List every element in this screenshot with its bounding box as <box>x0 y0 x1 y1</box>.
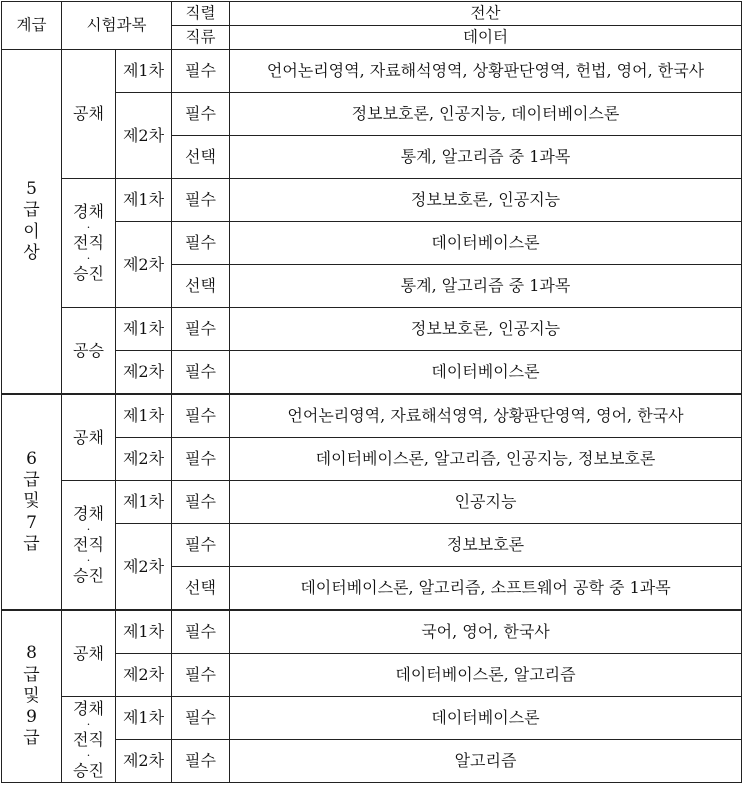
stage-cell: 제1차 <box>116 50 172 93</box>
subjects-cell: 데이터베이스론 <box>230 222 742 265</box>
exam-type-cell: 공채 <box>62 394 116 481</box>
table-row <box>2 697 742 740</box>
stage-cell: 제2차 <box>116 351 172 395</box>
type-cell: 필수 <box>172 179 230 222</box>
exam-type-cell: 경채 · 전직 · 승진 <box>62 179 116 308</box>
type-cell: 필수 <box>172 740 230 783</box>
subjects-cell: 데이터베이스론 <box>230 351 742 395</box>
grade-8-9-cell: 8 급 및 9 급 <box>2 610 62 783</box>
table-row <box>2 308 742 351</box>
stage-cell: 제1차 <box>116 394 172 438</box>
type-cell: 선택 <box>172 567 230 611</box>
table-row <box>2 394 742 438</box>
stage-cell: 제2차 <box>116 222 172 308</box>
class-value: 데이터 <box>230 26 742 50</box>
type-cell: 필수 <box>172 351 230 395</box>
subjects-cell: 국어, 영어, 한국사 <box>230 610 742 654</box>
table-row <box>2 50 742 93</box>
stage-cell: 제1차 <box>116 308 172 351</box>
subject-header: 시험과목 <box>62 2 172 50</box>
subjects-cell: 데이터베이스론, 알고리즘 <box>230 654 742 697</box>
exam-type-cell: 경채 · 전직 · 승진 <box>62 697 116 783</box>
table-row <box>2 179 742 222</box>
stage-cell: 제2차 <box>116 524 172 611</box>
subjects-cell: 데이터베이스론, 알고리즘, 소프트웨어 공학 중 1과목 <box>230 567 742 611</box>
subjects-cell: 언어논리영역, 자료해석영역, 상황판단영역, 헌법, 영어, 한국사 <box>230 50 742 93</box>
type-cell: 필수 <box>172 697 230 740</box>
type-cell: 필수 <box>172 654 230 697</box>
stage-cell: 제2차 <box>116 654 172 697</box>
type-cell: 필수 <box>172 438 230 481</box>
type-cell: 필수 <box>172 524 230 567</box>
stage-cell: 제1차 <box>116 697 172 740</box>
subjects-cell: 알고리즘 <box>230 740 742 783</box>
series-header: 직렬 <box>172 2 230 26</box>
subjects-cell: 데이터베이스론 <box>230 697 742 740</box>
subjects-cell: 언어논리영역, 자료해석영역, 상황판단영역, 영어, 한국사 <box>230 394 742 438</box>
subjects-cell: 통계, 알고리즘 중 1과목 <box>230 136 742 179</box>
table-row <box>2 481 742 524</box>
stage-cell: 제2차 <box>116 93 172 179</box>
type-cell: 선택 <box>172 265 230 308</box>
subjects-cell: 통계, 알고리즘 중 1과목 <box>230 265 742 308</box>
subjects-cell: 정보보호론 <box>230 524 742 567</box>
stage-cell: 제1차 <box>116 179 172 222</box>
stage-cell: 제2차 <box>116 438 172 481</box>
type-cell: 필수 <box>172 481 230 524</box>
exam-type-cell: 공채 <box>62 50 116 179</box>
stage-cell: 제1차 <box>116 481 172 524</box>
stage-cell: 제2차 <box>116 740 172 783</box>
stage-cell: 제1차 <box>116 610 172 654</box>
grade-5-cell: 5 급 이 상 <box>2 50 62 395</box>
exam-type-cell: 공승 <box>62 308 116 395</box>
grade-6-7-cell: 6 급 및 7 급 <box>2 394 62 610</box>
class-header: 직류 <box>172 26 230 50</box>
type-cell: 필수 <box>172 610 230 654</box>
table-row <box>2 610 742 654</box>
series-value: 전산 <box>230 2 742 26</box>
grade-header: 계급 <box>2 2 62 50</box>
type-cell: 필수 <box>172 308 230 351</box>
type-cell: 필수 <box>172 394 230 438</box>
subjects-cell: 정보보호론, 인공지능, 데이터베이스론 <box>230 93 742 136</box>
subjects-cell: 정보보호론, 인공지능 <box>230 308 742 351</box>
subjects-cell: 데이터베이스론, 알고리즘, 인공지능, 정보보호론 <box>230 438 742 481</box>
exam-subjects-table <box>1 1 742 783</box>
type-cell: 필수 <box>172 50 230 93</box>
exam-type-cell: 공채 <box>62 610 116 697</box>
type-cell: 필수 <box>172 222 230 265</box>
header-row-1 <box>2 2 742 26</box>
subjects-cell: 정보보호론, 인공지능 <box>230 179 742 222</box>
type-cell: 필수 <box>172 93 230 136</box>
subjects-cell: 인공지능 <box>230 481 742 524</box>
exam-type-cell: 경채 · 전직 · 승진 <box>62 481 116 611</box>
type-cell: 선택 <box>172 136 230 179</box>
